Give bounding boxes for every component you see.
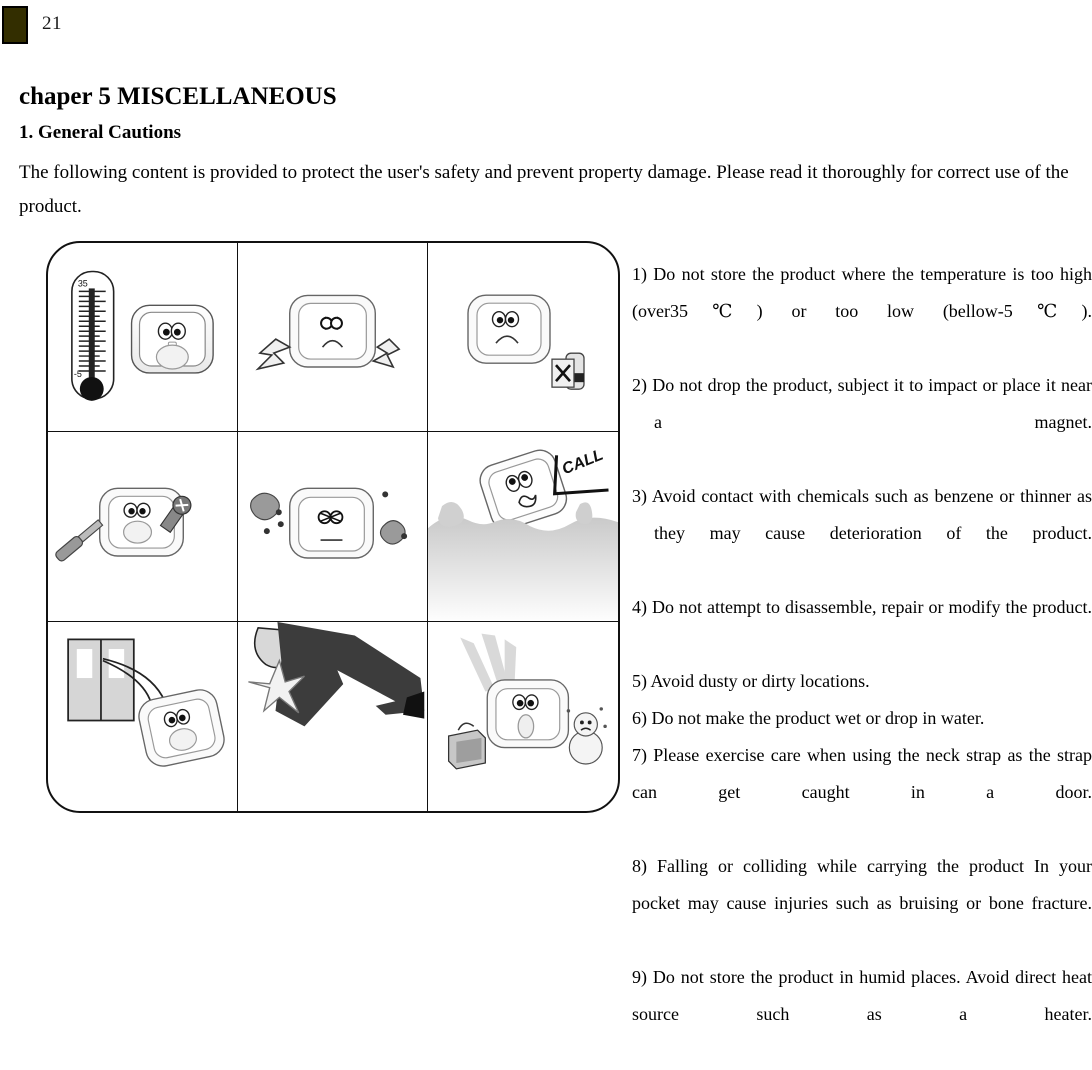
- caution-item-6: [632, 700, 1092, 737]
- magnet-icon: [428, 243, 618, 431]
- illustration-cell-strap-caught-in-door: [48, 622, 238, 811]
- caution-text-9: Do not store the product in humid places. Avoid direct heat source such as a heater.: [632, 967, 1092, 1024]
- dust-particles-icon: [238, 432, 427, 620]
- caution-item-9: [632, 959, 1092, 1070]
- caution-item-7: [632, 737, 1092, 848]
- caution-number-4: 4): [632, 597, 647, 617]
- page-header: [0, 0, 1092, 52]
- impact-arrows-icon: [238, 243, 427, 431]
- caution-number-1: 1): [632, 264, 647, 284]
- caution-text-1: Do not store the product where the temperature is too high (over35℃) or too low (bellow-5℃).: [632, 264, 1092, 321]
- heater-icon: [428, 622, 618, 811]
- caution-text-3: Avoid contact with chemicals such as benzene or thinner as they may cause deterioration of the product.: [651, 486, 1092, 543]
- illustration-cell-heat-humidity: [428, 622, 618, 811]
- caution-number-9: 9): [632, 967, 647, 987]
- caution-number-3: 3): [632, 486, 647, 506]
- caution-number-2: 2): [632, 375, 647, 395]
- caution-text-8: Falling or colliding while carrying the product In your pocket may cause injuries such as bruising or bone fracture.: [632, 856, 1092, 913]
- svg-text:35: 35: [77, 278, 88, 289]
- caution-item-2: [632, 367, 1092, 478]
- caution-text-7: Please exercise care when using the neck strap as the strap can get caught in a door.: [632, 745, 1092, 802]
- caution-item-8: [632, 848, 1092, 959]
- header-marker-block: [2, 6, 28, 44]
- water-drowning-icon: [428, 432, 618, 620]
- caution-number-6: 6): [632, 708, 647, 728]
- caution-item-1: [632, 256, 1092, 367]
- illustration-cell-magnet-proximity: [428, 243, 618, 432]
- svg-text:CALL: CALL: [559, 446, 606, 479]
- illustration-grid: [46, 241, 620, 813]
- illustration-cell-impact-shock: [238, 243, 428, 432]
- caution-number-5: 5): [632, 671, 647, 691]
- chapter-title: chaper 5 MISCELLANEOUS: [19, 83, 337, 110]
- illustration-cell-disassembly-tools: [48, 432, 238, 621]
- caution-text-5: Avoid dusty or dirty locations.: [650, 671, 870, 691]
- caution-text-4: Do not attempt to disassemble, repair or modify the product.: [652, 597, 1092, 617]
- falling-person-icon: [238, 622, 427, 811]
- illustration-cell-temperature-extremes: [48, 243, 238, 432]
- caution-item-5: [632, 663, 1092, 700]
- cautions-list: [632, 256, 1092, 1070]
- svg-text:-5: -5: [73, 368, 82, 379]
- door-strap-icon: [48, 622, 237, 811]
- screwdriver-icon: [48, 432, 237, 620]
- intro-paragraph: The following content is provided to protect the user's safety and prevent property damage. Please read it thoroughly for correct use of the product.: [19, 162, 1069, 217]
- caution-number-7: 7): [632, 745, 647, 765]
- caution-item-4: [632, 589, 1092, 663]
- caution-number-8: 8): [632, 856, 647, 876]
- illustration-cell-dust-dirt: [238, 432, 428, 621]
- thermometer-icon: [48, 243, 237, 431]
- caution-item-3: [632, 478, 1092, 589]
- section-title: 1. General Cautions: [19, 122, 182, 143]
- caution-text-2: Do not drop the product, subject it to impact or place it near a magnet.: [652, 375, 1092, 432]
- caution-text-6: Do not make the product wet or drop in water.: [651, 708, 985, 728]
- illustration-cell-water-submersion: [428, 432, 618, 621]
- illustration-cell-falling-collision: [238, 622, 428, 811]
- page-number: 21: [42, 13, 62, 34]
